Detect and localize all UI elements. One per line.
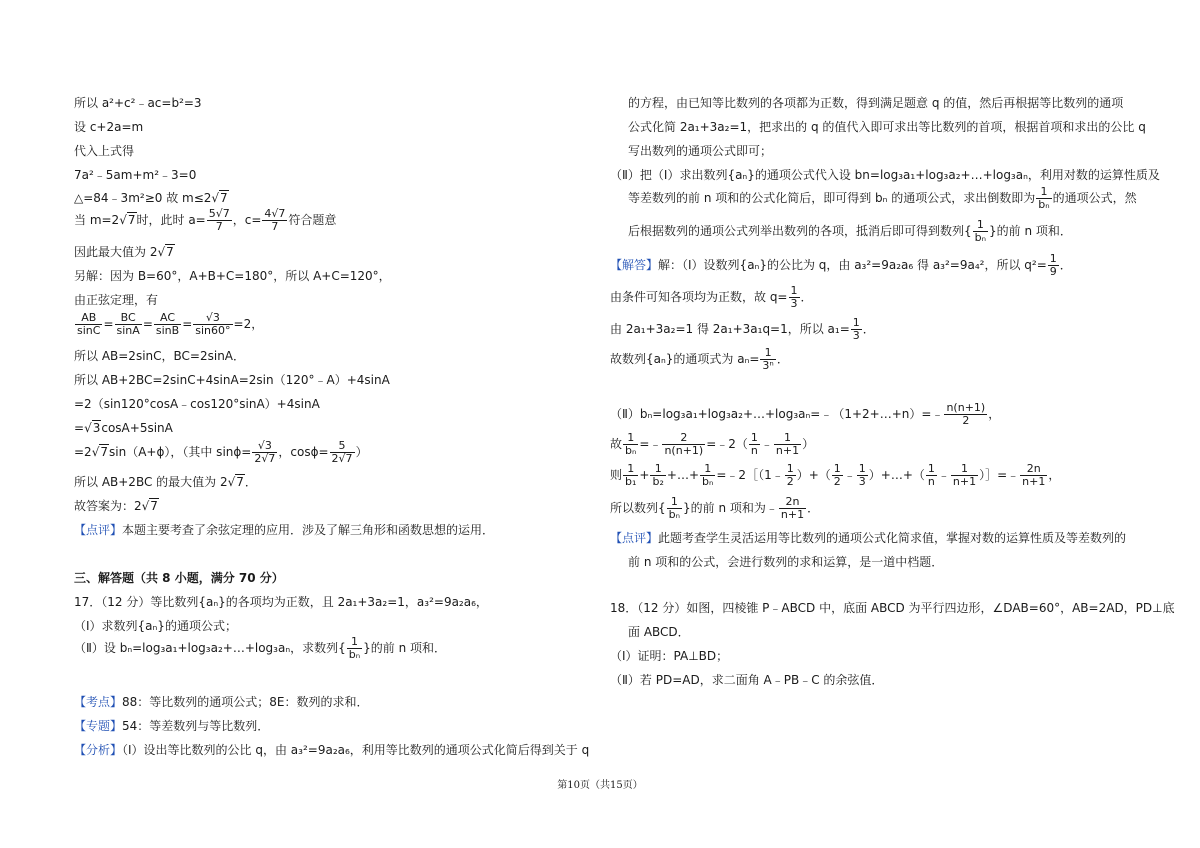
numerator: 2n bbox=[1020, 463, 1047, 476]
analysis-line bbox=[74, 742, 589, 758]
question-18-cont: 面 ABCD． bbox=[628, 625, 690, 639]
fraction bbox=[115, 312, 142, 337]
radicand: 7 bbox=[166, 245, 174, 259]
denominator: 9 bbox=[1049, 265, 1057, 278]
numerator: 1 bbox=[623, 432, 638, 445]
text: ． bbox=[862, 322, 875, 336]
sqrt-symbol: √ bbox=[227, 475, 236, 489]
fraction bbox=[1036, 186, 1051, 211]
text: ． bbox=[776, 352, 789, 366]
text-line bbox=[610, 496, 819, 521]
denominator: 7 bbox=[215, 220, 223, 233]
text: ）+…+（ bbox=[868, 468, 925, 482]
numerator: 1 bbox=[667, 496, 682, 509]
denominator: 3 bbox=[790, 297, 798, 310]
numerator: 1 bbox=[760, 347, 775, 360]
fraction bbox=[857, 463, 868, 488]
numerator: 2n bbox=[779, 496, 806, 509]
solution-line bbox=[610, 253, 1072, 278]
text-line: 由正弦定理，有 bbox=[74, 293, 159, 307]
text-line: 所以 a²+c²﹣ac=b²=3 bbox=[74, 96, 202, 110]
radicand: 7 bbox=[100, 445, 108, 459]
text: }的前 n 项和． bbox=[989, 224, 1072, 238]
text: cosA+5sinA bbox=[101, 421, 173, 435]
question-18-part-2: （Ⅱ）若 PD=AD，求二面角 A﹣PB﹣C 的余弦值． bbox=[610, 673, 884, 687]
denominator: n bbox=[927, 475, 935, 488]
text: =2 bbox=[74, 445, 92, 459]
text-line bbox=[610, 402, 1000, 427]
text: + bbox=[639, 468, 650, 482]
fraction bbox=[789, 285, 800, 310]
denominator: sinA bbox=[116, 324, 140, 337]
numerator: 1 bbox=[750, 431, 758, 444]
text-line: （Ⅱ）把（Ⅰ）求出数列{aₙ}的通项公式代入设 bn=log₃a₁+log₃a₂+…+log₃aₙ，利用对数的运算性质及 bbox=[610, 168, 1160, 182]
text-line: 前 n 项和的公式，会进行数列的求和运算，是一道中档题． bbox=[628, 555, 944, 569]
text: ，cosϕ= bbox=[278, 445, 329, 459]
text: 由 2a₁+3a₂=1 得 2a₁+3a₁q=1，所以 a₁= bbox=[610, 322, 850, 336]
fraction bbox=[662, 432, 705, 457]
sqrt-symbol: √ bbox=[157, 245, 166, 259]
text: 本题主要考查了余弦定理的应用．涉及了解三角形和函数思想的运用． bbox=[122, 523, 495, 537]
denominator: 7 bbox=[271, 220, 279, 233]
text: 等差数列的前 n 项和的公式化简后，即可得到 bₙ 的通项公式，求出倒数即为 bbox=[628, 191, 1036, 205]
text-line bbox=[74, 498, 159, 514]
text: 解：（Ⅰ）设数列{aₙ}的公比为 q，由 a₃²=9a₂a₆ 得 a₃²=9a₄²，所以 q²= bbox=[658, 258, 1047, 272]
text-line bbox=[610, 317, 875, 342]
fraction bbox=[944, 402, 987, 427]
text: ， bbox=[988, 407, 1001, 421]
numerator: 1 bbox=[790, 284, 798, 297]
text-line bbox=[74, 190, 229, 206]
text: ，c= bbox=[232, 213, 262, 227]
question-17: 17．（12 分）等比数列{aₙ}的各项均为正数，且 2a₁+3a₂=1，a₃²=9a₂a₆， bbox=[74, 595, 488, 609]
text-line bbox=[74, 208, 336, 233]
denominator: n(n+1) bbox=[664, 444, 704, 457]
text-line bbox=[610, 463, 1060, 488]
text: ） bbox=[355, 445, 368, 459]
fraction bbox=[262, 208, 287, 233]
fraction bbox=[926, 463, 937, 488]
numerator: 1 bbox=[927, 462, 935, 475]
text: 故答案为：2 bbox=[74, 499, 142, 513]
text: sin（A+ϕ），（其中 sinϕ= bbox=[109, 445, 252, 459]
denominator: n+1 bbox=[952, 475, 977, 488]
fraction bbox=[774, 432, 801, 457]
comment-line bbox=[610, 530, 1126, 546]
text: 故 bbox=[610, 437, 623, 451]
text: ． bbox=[807, 501, 820, 515]
denominator: bₙ bbox=[1038, 198, 1050, 211]
text-line bbox=[74, 474, 257, 490]
radicand: 7 bbox=[236, 475, 244, 489]
denominator: bₙ bbox=[668, 508, 681, 521]
radicand: 3 bbox=[92, 421, 101, 435]
fraction bbox=[650, 463, 665, 488]
fraction bbox=[700, 463, 715, 488]
text-line: 设 c+2a=m bbox=[74, 120, 144, 134]
denominator: n+1 bbox=[775, 444, 800, 457]
text: （Ⅱ）bₙ=log₃a₁+log₃a₂+…+log₃aₙ=﹣（1+2+…+n）=﹣ bbox=[610, 407, 944, 421]
text: ） bbox=[802, 437, 815, 451]
text-line bbox=[610, 219, 1072, 244]
text: 后根据数列的通项公式列举出数列的各项，抵消后即可得到数列{ bbox=[628, 224, 972, 238]
numerator: 2 bbox=[662, 432, 705, 445]
fraction bbox=[851, 317, 862, 342]
text: 则 bbox=[610, 468, 623, 482]
numerator: 1 bbox=[347, 636, 362, 649]
text: ）］=﹣ bbox=[979, 468, 1020, 482]
denominator: bₙ bbox=[974, 231, 987, 244]
text: =2， bbox=[233, 317, 264, 331]
numerator: 1 bbox=[700, 463, 715, 476]
text: 所以数列{ bbox=[610, 501, 666, 515]
text: =﹣ bbox=[639, 437, 662, 451]
denominator: n+1 bbox=[780, 508, 805, 521]
fraction bbox=[779, 496, 806, 521]
text: 当 m=2 bbox=[74, 213, 120, 227]
fraction bbox=[347, 636, 362, 661]
fraction bbox=[623, 463, 638, 488]
text-line bbox=[74, 440, 368, 465]
text: 由条件可知各项均为正数，故 q= bbox=[610, 290, 788, 304]
numerator: 1 bbox=[973, 219, 988, 232]
sqrt-symbol: √ bbox=[91, 445, 100, 459]
denominator: sinB bbox=[155, 324, 180, 337]
numerator: 1 bbox=[623, 463, 638, 476]
fraction bbox=[75, 312, 102, 337]
comment-tag: 【点评】 bbox=[610, 531, 659, 545]
section-heading: 三、解答题（共 8 小题，满分 70 分） bbox=[74, 571, 284, 585]
fraction bbox=[749, 432, 760, 457]
denominator: 2√7 bbox=[254, 452, 276, 465]
text: ． bbox=[244, 475, 257, 489]
numerator: 1 bbox=[774, 432, 801, 445]
fraction bbox=[207, 208, 232, 233]
denominator: n bbox=[750, 444, 758, 457]
denominator: n+1 bbox=[1022, 475, 1046, 488]
numerator: 1 bbox=[1036, 186, 1051, 199]
text-line: 所以 AB+2BC=2sinC+4sinA=2sin（120°﹣A）+4sinA bbox=[74, 373, 390, 387]
text: =﹣2（ bbox=[706, 437, 748, 451]
denominator: sin60° bbox=[195, 324, 231, 337]
text: 54：等差数列与等比数列． bbox=[122, 719, 270, 733]
text-line bbox=[610, 285, 813, 310]
fraction bbox=[330, 440, 355, 465]
numerator: 1 bbox=[852, 316, 860, 329]
text-line: 公式化简 2a₁+3a₂=1，把求出的 q 的值代入即可求出等比数列的首项，根据首项和求出的公比 q bbox=[628, 120, 1146, 134]
numerator: 5 bbox=[330, 440, 355, 453]
text: ． bbox=[1059, 258, 1072, 272]
numerator: 5√7 bbox=[208, 207, 230, 220]
text-line: 写出数列的通项公式即可； bbox=[628, 144, 773, 158]
denominator: bₙ bbox=[702, 475, 714, 488]
text: 88：等比数列的通项公式；8E：数列的求和． bbox=[122, 695, 369, 709]
denominator: 3ⁿ bbox=[762, 359, 774, 372]
question-17-part-1: （Ⅰ）求数列{aₙ}的通项公式； bbox=[74, 619, 237, 633]
text: ． bbox=[800, 290, 813, 304]
text-line bbox=[74, 420, 173, 436]
radicand: 7 bbox=[220, 191, 228, 205]
text: 所以 AB+2BC 的最大值为 2 bbox=[74, 475, 228, 489]
radicand: 7 bbox=[127, 213, 136, 227]
numerator: n(n+1) bbox=[946, 401, 986, 414]
text-line: 的方程，由已知等比数列的各项都为正数，得到满足题意 q 的值，然后再根据等比数列的通项 bbox=[628, 96, 1124, 110]
sqrt-symbol: √ bbox=[141, 499, 150, 513]
fraction bbox=[623, 432, 638, 457]
text: 时，此时 a= bbox=[136, 213, 206, 227]
denominator: bₙ bbox=[625, 444, 637, 457]
numerator: √3 bbox=[252, 440, 277, 453]
denominator: 3 bbox=[858, 475, 866, 488]
text: = bbox=[74, 421, 85, 435]
comment-tag: 【点评】 bbox=[74, 523, 123, 537]
fraction bbox=[973, 219, 988, 244]
topic-tag: 【专题】 bbox=[74, 719, 123, 733]
text: 故数列{aₙ}的通项式为 aₙ= bbox=[610, 352, 760, 366]
fraction bbox=[832, 463, 843, 488]
fraction bbox=[1048, 253, 1059, 278]
text-line: 代入上式得 bbox=[74, 144, 135, 158]
denominator: 2 bbox=[962, 414, 970, 427]
numerator: 1 bbox=[833, 462, 841, 475]
text: 因此最大值为 2 bbox=[74, 245, 158, 259]
numerator: AB bbox=[75, 312, 102, 325]
text-line: =2（sin120°cosA﹣cos120°sinA）+4sinA bbox=[74, 397, 320, 411]
numerator: AC bbox=[154, 312, 181, 325]
denominator: sinC bbox=[77, 324, 101, 337]
denominator: b₁ bbox=[625, 475, 637, 488]
denominator: 3 bbox=[852, 329, 860, 342]
sqrt-symbol: √ bbox=[84, 421, 92, 435]
text: +…+ bbox=[666, 468, 699, 482]
denominator: 2 bbox=[833, 475, 841, 488]
numerator: BC bbox=[115, 312, 142, 325]
text: ﹣ bbox=[843, 468, 856, 482]
numerator: 1 bbox=[786, 462, 794, 475]
text-line bbox=[610, 432, 814, 457]
denominator: b₂ bbox=[652, 475, 664, 488]
numerator: 1 bbox=[650, 463, 665, 476]
fraction bbox=[785, 463, 796, 488]
numerator: 1 bbox=[858, 462, 866, 475]
text: }的前 n 项和为﹣ bbox=[683, 501, 778, 515]
solution-tag: 【解答】 bbox=[610, 258, 659, 272]
text-line bbox=[610, 347, 789, 372]
text: ）+（ bbox=[796, 468, 831, 482]
numerator: 1 bbox=[1049, 252, 1057, 265]
denominator: 2√7 bbox=[331, 452, 353, 465]
text: 的通项公式，然 bbox=[1052, 191, 1137, 205]
comment-line bbox=[74, 522, 494, 538]
knowledge-point-tag: 【考点】 bbox=[74, 695, 123, 709]
text: =﹣2［（1﹣ bbox=[716, 468, 784, 482]
analysis-tag: 【分析】 bbox=[74, 743, 123, 757]
text: }的前 n 项和． bbox=[363, 641, 446, 655]
question-18: 18．（12 分）如图，四棱锥 P﹣ABCD 中，底面 ABCD 为平行四边形，∠DAB=60°，AB=2AD，PD⊥底 bbox=[610, 601, 1175, 615]
text: 此题考查学生灵活运用等比数列的通项公式化简求值，掌握对数的运算性质及等差数列的 bbox=[658, 531, 1127, 545]
text: ﹣ bbox=[937, 468, 950, 482]
question-18-part-1: （Ⅰ）证明：PA⊥BD； bbox=[610, 649, 729, 663]
denominator: 2 bbox=[786, 475, 794, 488]
text-line: 7a²﹣5am+m²﹣3=0 bbox=[74, 168, 197, 182]
fraction bbox=[760, 347, 775, 372]
text-line: $\frac{AB}{\sin C}$ = $\frac{BC}{\sin A}$ = $\frac{AC}{\sin B}$ = $\frac{√3}{\sin 60^\circ}$ =2， bbox=[77, 311, 264, 337]
fraction bbox=[1020, 463, 1047, 488]
fraction bbox=[667, 496, 682, 521]
text: 符合题意 bbox=[288, 213, 337, 227]
fraction bbox=[252, 440, 277, 465]
text: ﹣ bbox=[760, 437, 773, 451]
question-17-part-2 bbox=[74, 636, 446, 661]
denominator: bₙ bbox=[348, 648, 361, 661]
sqrt-symbol: √ bbox=[211, 191, 220, 205]
sqrt-symbol: √ bbox=[119, 213, 127, 227]
text: △=84﹣3m²≥0 故 m≤2 bbox=[74, 191, 212, 205]
numerator: 4√7 bbox=[264, 207, 286, 220]
text-line bbox=[74, 244, 175, 260]
text-line: 另解：因为 B=60°，A+B+C=180°，所以 A+C=120°， bbox=[74, 269, 391, 283]
numerator: √3 bbox=[193, 312, 232, 325]
topic-line bbox=[74, 718, 269, 734]
text: （Ⅱ）设 bₙ=log₃a₁+log₃a₂+…+log₃aₙ，求数列{ bbox=[74, 641, 346, 655]
numerator: 1 bbox=[951, 463, 978, 476]
text-line: 所以 AB=2sinC，BC=2sinA． bbox=[74, 349, 246, 363]
fraction bbox=[154, 312, 181, 337]
text: ， bbox=[1048, 468, 1061, 482]
radicand: 7 bbox=[150, 499, 158, 513]
fraction bbox=[951, 463, 978, 488]
page-footer: 第10页（共15页） bbox=[557, 780, 643, 791]
text-line bbox=[610, 186, 1137, 211]
fraction bbox=[193, 312, 232, 337]
knowledge-point-line bbox=[74, 694, 369, 710]
text: （Ⅰ）设出等比数列的公比 q，由 a₃²=9a₂a₆，利用等比数列的通项公式化简后得到关于 q bbox=[122, 743, 590, 757]
